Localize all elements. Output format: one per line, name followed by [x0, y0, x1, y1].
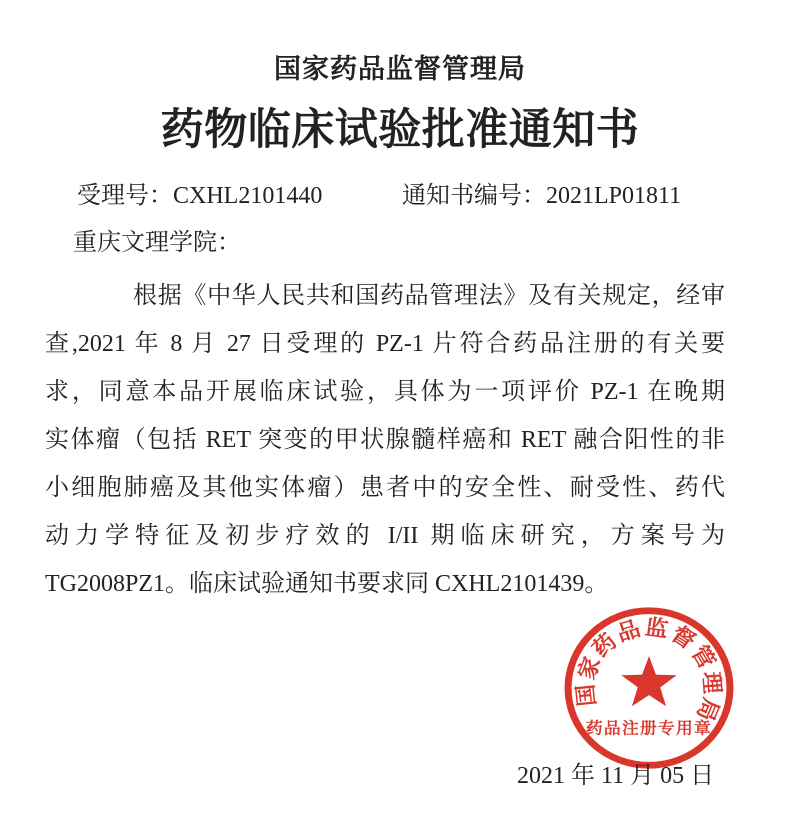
- seal-bottom-text: 药品注册专用章: [585, 718, 713, 738]
- body-line: 小细胞肺癌及其他实体瘤）患者中的安全性、耐受性、药代: [45, 475, 725, 501]
- body-line: 查,2021 年 8 月 27 日受理的 PZ-1 片符合药品注册的有关要: [45, 331, 725, 357]
- body-line: 根据《中华人民共和国药品管理法》及有关规定，经审: [133, 283, 725, 309]
- notice-number-label: 通知书编号：: [402, 183, 546, 209]
- body-line: 求，同意本品开展临床试验，具体为一项评价 PZ-1 在晚期: [45, 379, 725, 405]
- issue-date: 2021 年 11 月 05 日: [517, 763, 715, 789]
- meta-row: [0, 181, 800, 211]
- acceptance-number-label: 受理号：: [77, 183, 173, 209]
- acceptance-number: [77, 181, 322, 211]
- body-paragraph: [45, 272, 725, 608]
- body-line: 动力学特征及初步疗效的 I/II 期临床研究，方案号为: [45, 523, 725, 549]
- body-line: TG2008PZ1。临床试验通知书要求同 CXHL2101439。: [45, 571, 609, 597]
- document-title: 药物临床试验批准通知书: [160, 107, 640, 154]
- seal-ring-text: 国家药品监督管理局: [572, 614, 726, 727]
- agency-name: 国家药品监督管理局: [274, 54, 526, 84]
- official-seal: [561, 604, 737, 772]
- acceptance-number-value: CXHL2101440: [173, 183, 323, 209]
- notice-number-value: 2021LP01811: [546, 183, 682, 209]
- recipient-name: 重庆文理学院：: [73, 230, 241, 256]
- notice-number: [402, 181, 681, 211]
- seal-star-icon: [621, 656, 676, 706]
- body-line: 实体瘤（包括 RET 突变的甲状腺髓样癌和 RET 融合阳性的非: [45, 427, 725, 453]
